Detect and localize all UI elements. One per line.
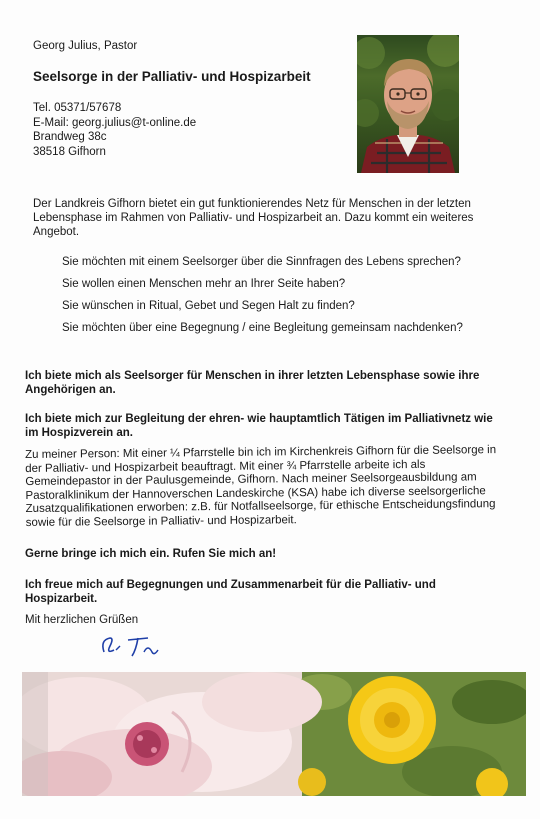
author-line: Georg Julius, Pastor — [33, 40, 138, 52]
offer-paragraph-1: Ich biete mich als Seelsorger für Menschen in ihrer letzten Lebensphase sowie ihre Angehörigen an. — [25, 370, 480, 396]
handwritten-signature — [98, 632, 168, 660]
about-me-paragraph: Zu meiner Person: Mit einer ¼ Pfarrstelle bin ich im Kirchenkreis Gifhorn für die Seelsorge in der Palliativ- und Hospizarbeit beauftragt. Mit einer ¾ Pfarrstelle arbeite ich als Gemeindepastor in der Paulusgemeinde, Gifhorn. Nach meiner Seelsorgeausbildung am Pastoralklinikum der Hannoverschen Landeskirche (KSA) habe ich diverse seelsorgerliche Zusatzqualifikationen erworben: z.B. für Notfallseelsorge, für ethische Entscheidungsfindung sowie für die Seelsorge in Palliativ- und Hospizarbeit. — [25, 444, 497, 529]
flower-banner-image — [22, 672, 526, 796]
greeting-line: Mit herzlichen Grüßen — [25, 614, 139, 626]
email-line: E-Mail: georg.julius@t-online.de — [33, 116, 197, 129]
question-item: Sie möchten über eine Begegnung / eine Begleitung gemeinsam nachdenken? — [62, 322, 463, 334]
question-item: Sie wollen einen Menschen mehr an Ihrer Seite haben? — [62, 278, 346, 290]
question-item: Sie wünschen in Ritual, Gebet und Segen Halt zu finden? — [62, 300, 355, 312]
page-title: Seelsorge in der Palliativ- und Hospizarbeit — [33, 69, 311, 84]
offer-paragraph-2: Ich biete mich zur Begleitung der ehren- wie hauptamtlich Tätigen im Palliativnetz wie im Hospizverein an. — [25, 413, 493, 439]
portrait-photo — [357, 35, 459, 173]
phone-line: Tel. 05371/57678 — [33, 102, 122, 114]
closing-paragraph: Ich freue mich auf Begegnungen und Zusammenarbeit für die Palliativ- und Hospizarbeit. — [25, 579, 436, 605]
city-line: 38518 Gifhorn — [33, 145, 106, 158]
call-to-action: Gerne bringe ich mich ein. Rufen Sie mich an! — [25, 548, 277, 560]
question-list — [62, 255, 502, 343]
contact-block — [33, 101, 196, 159]
question-item: Sie möchten mit einem Seelsorger über die Sinnfragen des Lebens sprechen? — [62, 256, 461, 268]
intro-paragraph: Der Landkreis Gifhorn bietet ein gut funktionierendes Netz für Menschen in der letzten Lebensphase im Rahmen von Palliativ- und Hospizarbeit an. Dazu kommt ein weiteres Angebot. — [33, 198, 474, 238]
street-line: Brandweg 38c — [33, 131, 107, 143]
